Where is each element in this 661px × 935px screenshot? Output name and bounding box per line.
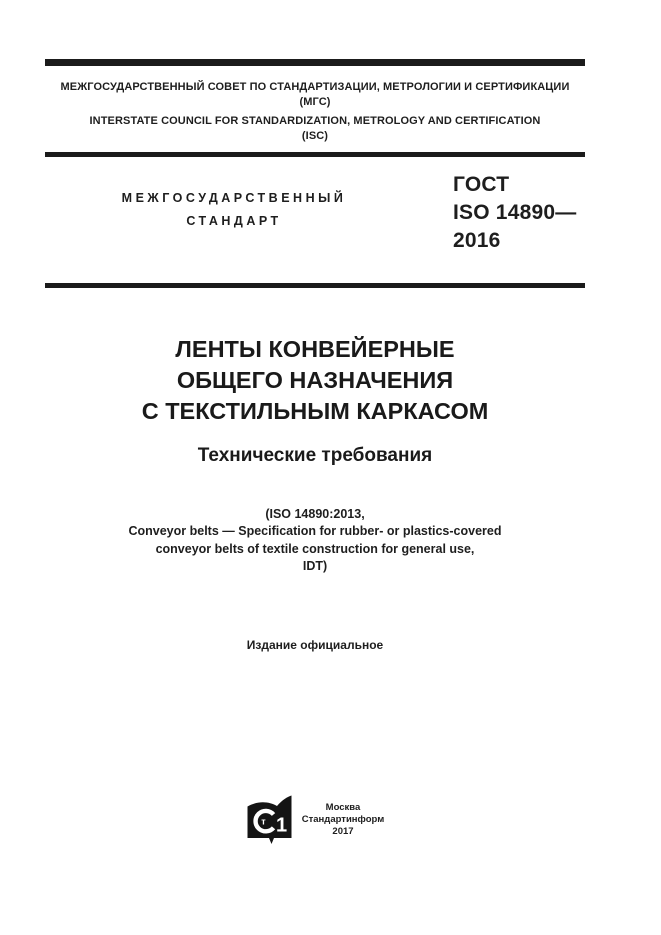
designation-line1: ГОСТ xyxy=(453,173,510,196)
council-abbr-en: (ISC) xyxy=(301,130,329,142)
publisher-year: 2017 xyxy=(332,826,354,837)
council-name-en: INTERSTATE COUNCIL FOR STANDARDIZATION, METROLOGY AND CERTIFICATION xyxy=(89,115,541,127)
council-name-ru: МЕЖГОСУДАРСТВЕННЫЙ СОВЕТ ПО СТАНДАРТИЗАЦИИ, МЕТРОЛОГИИ И СЕРТИФИКАЦИИ xyxy=(60,81,570,93)
iso-reference-line1: (ISO 14890:2013, xyxy=(265,507,365,521)
publisher-city: Москва xyxy=(325,802,361,813)
council-abbr-ru: (МГС) xyxy=(299,96,331,108)
publisher-imprint xyxy=(302,802,384,838)
iso-reference-line4: IDT) xyxy=(302,558,328,573)
standard-designation xyxy=(453,171,576,255)
council-header xyxy=(45,80,585,144)
title-line3: С ТЕКСТИЛЬНЫМ КАРКАСОМ xyxy=(141,398,489,424)
document-title xyxy=(45,334,585,427)
edition-note: Издание официальное xyxy=(246,638,384,652)
logo-digit: 1 xyxy=(275,814,287,837)
publisher-name: Стандартинформ xyxy=(301,814,385,825)
iso-reference-block xyxy=(45,506,585,575)
header-divider-rule xyxy=(45,152,585,157)
document-subtitle: Технические требования xyxy=(197,445,433,466)
standard-kind-line2: СТАНДАРТ xyxy=(186,214,282,228)
iso-reference-line2: Conveyor belts — Specification for rubber- or plastics-covered xyxy=(128,524,502,539)
iso-reference-line3: conveyor belts of textile construction for general use, xyxy=(155,541,475,556)
standartinform-logo-icon xyxy=(246,794,293,846)
title-line1: ЛЕНТЫ КОНВЕЙЕРНЫЕ xyxy=(175,336,455,362)
designation-divider-rule xyxy=(45,283,585,288)
logo-letter: т xyxy=(261,816,266,827)
publisher-block xyxy=(45,794,585,846)
title-line2: ОБЩЕГО НАЗНАЧЕНИЯ xyxy=(176,367,454,393)
designation-line2: ISO 14890— xyxy=(453,201,577,224)
top-rule xyxy=(45,59,585,66)
designation-line3: 2016 xyxy=(453,229,501,252)
standard-kind-label xyxy=(45,187,423,233)
standard-kind-line1: МЕЖГОСУДАРСТВЕННЫЙ xyxy=(121,191,347,205)
